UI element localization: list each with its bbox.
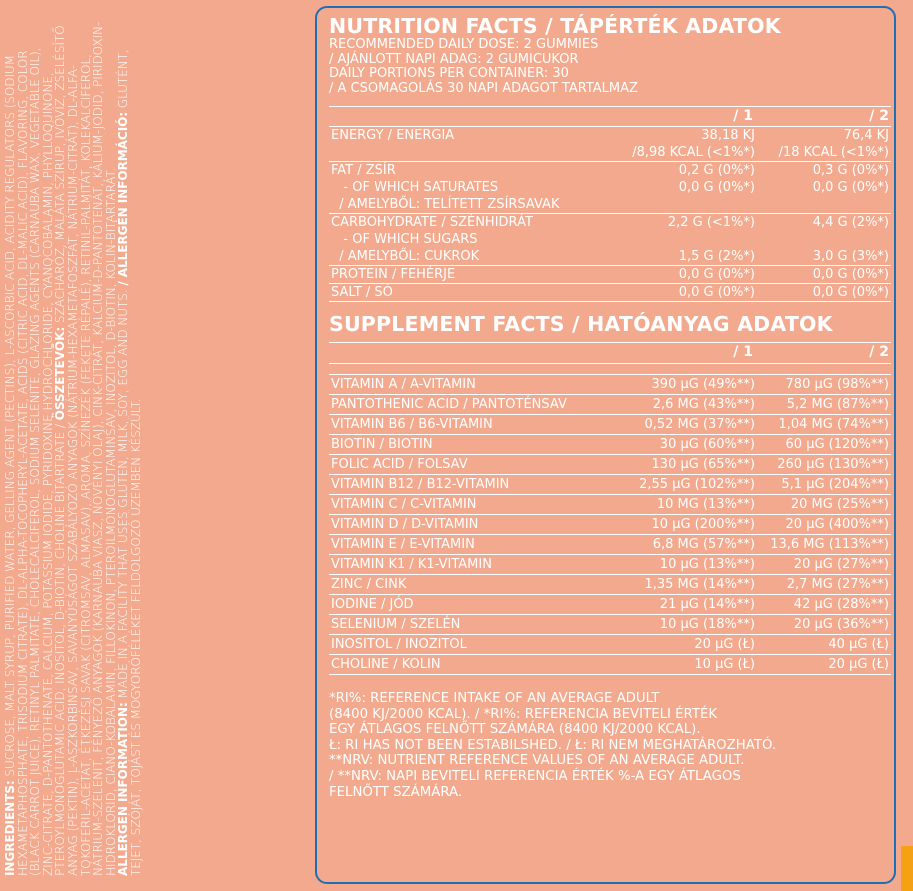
value-2-gummies: 0,0 G (0%*) bbox=[812, 285, 889, 300]
supplement-row bbox=[329, 395, 891, 415]
value-1-gummy: 30 µG (60%**) bbox=[659, 437, 755, 452]
value-2-gummies: 20 µG (Ł) bbox=[828, 657, 889, 672]
value-1-gummy: /8,98 KCAL (<1%*) bbox=[632, 145, 755, 160]
value-1-gummy: 21 µG (14%**) bbox=[659, 597, 755, 612]
value-2-gummies: 260 µG (130%**) bbox=[777, 457, 889, 472]
footnote-line: EGY ÁTLAGOS FELNŐTT SZÁMÁRA (8400 KJ/2000 KCAL). bbox=[329, 722, 701, 738]
supplement-row bbox=[329, 455, 891, 475]
ingredients-label-en: INGREDIENTS: bbox=[3, 780, 17, 876]
nutrition-line bbox=[329, 196, 891, 213]
value-2-gummies: 40 µG (Ł) bbox=[828, 637, 889, 652]
ingredients-column bbox=[0, 0, 308, 891]
supplement-row bbox=[329, 575, 891, 595]
nutrition-row bbox=[329, 266, 891, 284]
value-2-gummies: 42 µG (28%**) bbox=[793, 597, 889, 612]
supplement-label: IODINE / JÓD bbox=[331, 597, 414, 612]
nutrition-row bbox=[329, 162, 891, 214]
supplement-label: VITAMIN E / E-VITAMIN bbox=[331, 537, 475, 552]
ingredients-paragraph bbox=[4, 16, 117, 876]
footnote-line: Ł: RI HAS NOT BEEN ESTABILSHED. / Ł: RI NEM MEGHATÁROZHATÓ. bbox=[329, 737, 777, 753]
value-2-gummies: 20 µG (36%**) bbox=[793, 617, 889, 632]
allergen-label-en: ALLERGEN INFORMATION: bbox=[116, 702, 131, 876]
allergen-label-hu: / ALLERGÉN INFORMÁCIÓ: bbox=[116, 111, 131, 286]
value-2-gummies: 0,0 G (0%*) bbox=[812, 180, 889, 195]
ingredients-en: SUCROSE, MALT SYRUP, PURIFIED WATER, GELLING AGENT (PECTINS), L-ASCORBIC ACID, ACIDITY REGULATORS (SODIUM HEXAMETAPHOSPHATE, TRISODIUM CITRATE), DL-ALPHA-TOCOPHERYL-ACETATE, ACIDS (CITRIC ACID, DL-MALIC ACID), FLAVORING, COLOR (BLACK CARROT JUICE), RETINYL PALMITATE, CHOLECALCIFEROL, SODIUM SELENITE, GLAZING AGENTS (CARNAUBA WAX, VEGETABLE OIL), ZINC-CITRATE, D-PANTOTHENATE, CALCIUM, POTASSIUM IODIDE, PYRIDOXINE HYDROCHLORIDE, CYANOCOBALAMIN, PHYLLOQUINONE, PTEROYLMONOGLUTAMIC ACID, INOSITOL, D-BIOTIN, CHOLINE BITARTRATE / bbox=[3, 47, 68, 876]
nutrition-row bbox=[329, 214, 891, 266]
allergen-en: MADE IN A FACILITY THAT USES GLUTEN, MILK, SOY, EGG AND NUTS. bbox=[116, 289, 131, 699]
nutrition-col-1: / 1 bbox=[733, 108, 753, 124]
value-1-gummy: 10 µG (200%**) bbox=[651, 517, 755, 532]
supplement-label: VITAMIN B6 / B6-VITAMIN bbox=[331, 417, 493, 432]
supplement-label: VITAMIN K1 / K1-VITAMIN bbox=[331, 557, 492, 572]
nutrition-row bbox=[329, 284, 891, 302]
nutrition-sub-4: / A CSOMAGOLÁS 30 NAPI ADAGOT TARTALMAZ bbox=[329, 80, 638, 96]
nutrition-line bbox=[329, 214, 891, 231]
value-1-gummy: 0,0 G (0%*) bbox=[678, 285, 755, 300]
nutrition-line bbox=[329, 266, 891, 283]
nutrition-line bbox=[329, 144, 891, 161]
value-1-gummy: 0,0 G (0%*) bbox=[678, 267, 755, 282]
value-1-gummy: 2,2 G (<1%*) bbox=[667, 215, 755, 230]
ingredients-label-hu: ÖSSZETEVŐK: bbox=[53, 326, 68, 421]
supplement-row bbox=[329, 515, 891, 535]
supplement-col-1: / 1 bbox=[733, 344, 753, 360]
value-2-gummies: 5,2 MG (87%**) bbox=[786, 397, 889, 412]
supplement-row bbox=[329, 555, 891, 575]
value-1-gummy: 0,2 G (0%*) bbox=[678, 163, 755, 178]
nutrition-header-row bbox=[329, 106, 891, 127]
value-1-gummy: 6,8 MG (57%**) bbox=[652, 537, 755, 552]
value-2-gummies: 60 µG (120%**) bbox=[785, 437, 889, 452]
supplement-title: SUPPLEMENT FACTS / HATÓANYAG ADATOK bbox=[329, 312, 833, 336]
nutrition-rows bbox=[329, 127, 891, 302]
supplement-header-row bbox=[329, 342, 891, 364]
value-2-gummies: /18 KCAL (<1%*) bbox=[778, 145, 889, 160]
value-2-gummies: 5,1 µG (204%**) bbox=[781, 477, 889, 492]
value-1-gummy: 0,52 MG (37%**) bbox=[644, 417, 755, 432]
value-1-gummy: 0,0 G (0%*) bbox=[678, 180, 755, 195]
allergen-paragraph bbox=[117, 16, 142, 876]
supplement-label: VITAMIN D / D-VITAMIN bbox=[331, 517, 479, 532]
footnote-line: FELNŐTT SZÁMÁRA. bbox=[329, 784, 463, 800]
nutrition-line bbox=[329, 248, 891, 265]
nutrient-label: - OF WHICH SUGARS bbox=[331, 232, 478, 247]
value-1-gummy: 38,18 KJ bbox=[701, 128, 755, 143]
nutrient-label: - OF WHICH SATURATES bbox=[331, 180, 499, 195]
supplement-row bbox=[329, 495, 891, 515]
supplement-col-2: / 2 bbox=[869, 344, 889, 360]
value-2-gummies: 20 MG (25%**) bbox=[790, 497, 889, 512]
nutrient-label: / AMELYBŐL: TELÍTETT ZSÍRSAVAK bbox=[331, 197, 560, 212]
value-1-gummy: 10 µG (Ł) bbox=[694, 657, 755, 672]
supplement-label: INOSITOL / INOZITOL bbox=[331, 637, 467, 652]
supplement-label: BIOTIN / BIOTIN bbox=[331, 437, 433, 452]
value-2-gummies: 4,4 G (2%*) bbox=[812, 215, 889, 230]
supplement-row bbox=[329, 595, 891, 615]
nutrition-sub-3: DAILY PORTIONS PER CONTAINER: 30 bbox=[329, 66, 569, 81]
nutrient-label: PROTEIN / FEHÉRJE bbox=[331, 267, 456, 282]
value-2-gummies: 20 µG (27%**) bbox=[793, 557, 889, 572]
value-1-gummy: 130 µG (65%**) bbox=[651, 457, 755, 472]
ingredients-text bbox=[4, 16, 143, 876]
nutrition-row bbox=[329, 127, 891, 162]
nutrition-col-2: / 2 bbox=[869, 108, 889, 124]
value-2-gummies: 780 µG (98%**) bbox=[785, 377, 889, 392]
value-2-gummies: 2,7 MG (27%**) bbox=[786, 577, 889, 592]
value-2-gummies: 20 µG (400%**) bbox=[785, 517, 889, 532]
nutrient-label: SALT / SÓ bbox=[331, 285, 393, 300]
nutrition-title: NUTRITION FACTS / TÁPÉRTÉK ADATOK bbox=[329, 14, 781, 38]
nutrient-label: FAT / ZSÍR bbox=[331, 163, 396, 178]
footnote-line: **NRV: NUTRIENT REFERENCE VALUES OF AN AVERAGE ADULT. bbox=[329, 753, 745, 769]
nutrition-line bbox=[329, 127, 891, 144]
nutrition-line bbox=[329, 231, 891, 248]
value-1-gummy: 10 MG (13%**) bbox=[656, 497, 755, 512]
value-2-gummies: 76,4 KJ bbox=[843, 128, 889, 143]
supplement-row bbox=[329, 615, 891, 635]
supplement-label: ZINC / CINK bbox=[331, 577, 407, 592]
nutrient-label: ENERGY / ENERGIA bbox=[331, 128, 455, 143]
supplement-label: CHOLINE / KOLIN bbox=[331, 657, 441, 672]
orange-tab bbox=[901, 846, 913, 891]
supplement-row bbox=[329, 535, 891, 555]
value-1-gummy: 20 µG (Ł) bbox=[694, 637, 755, 652]
allergen-hu: GLUTÉNT, TEJET, SZÓJÁT, TOJÁST ÉS MOGYORÓFÉLÉKET FELDOLGOZÓ ÜZEMBEN KÉSZÜLT. bbox=[116, 49, 143, 876]
facts-panel bbox=[315, 6, 896, 884]
nutrition-sub-1: RECOMMENDED DAILY DOSE: 2 GUMMIES bbox=[329, 37, 599, 52]
nutrition-line bbox=[329, 162, 891, 179]
supplement-row bbox=[329, 655, 891, 675]
supplement-rows bbox=[329, 374, 891, 675]
value-2-gummies: 0,0 G (0%*) bbox=[812, 267, 889, 282]
value-2-gummies: 13,6 MG (113%**) bbox=[770, 537, 889, 552]
value-1-gummy: 10 µG (18%**) bbox=[659, 617, 755, 632]
footnote-line: *RI%: REFERENCE INTAKE OF AN AVERAGE ADULT bbox=[329, 691, 660, 706]
supplement-row bbox=[329, 374, 891, 395]
supplement-label: FOLIC ACID / FOLSAV bbox=[331, 457, 468, 472]
nutrition-sub-2: / AJÁNLOTT NAPI ADAG: 2 GUMICUKOR bbox=[329, 51, 579, 67]
ingredients-hu: SZACHARÓZ, MALÁTA SZIRUP, IVÓVÍZ, ZSELÉSÍTŐ ANYAG (PEKTIN), L-ASZKORBINSAV, SAVANYÚSÁGOT SZABÁLYOZÓ ANYAGOK (NÁTRIUM-HEXAMETAFOSZFÁT, NÁTRIUM-CITRÁT), DL-ALFA-TOKOFERIL-ACETÁT, ÉTKEZÉSI SAVAK (CITROMSAV, ALMASAV), AROMA, SZÍNEZÉK (FEKETE RÉPALÉ), RETINIL-PALMITÁT, KOLEKALCIFEROL, NÁTRIUM-SZELENIT, FÉNYEZŐ ANYAGOK (KARNAUBA VIASZ, NÖVÉNYI OLAJ), CINK-CITRÁT, KALCIUM-D-PANTOTENÁT, KÁLIUM-JODID, PIRIDOXIN-HIDROKLORID, CIANO-KOBALAMIN, FILLOKINON, PTEROILMONOGLUTAMINSAV, INOZITOL, D-BIOTIN, KOLIN-BITARTARÁT. bbox=[53, 21, 118, 876]
supplement-label: VITAMIN B12 / B12-VITAMIN bbox=[331, 477, 510, 492]
facts-inner bbox=[329, 14, 891, 800]
supplement-label: VITAMIN C / C-VITAMIN bbox=[331, 497, 477, 512]
value-1-gummy: 390 µG (49%**) bbox=[651, 377, 755, 392]
supplement-row bbox=[329, 415, 891, 435]
value-2-gummies: 0,3 G (0%*) bbox=[812, 163, 889, 178]
supplement-row bbox=[329, 475, 891, 495]
footnote-line: (8400 KJ/2000 KCAL). / *RI%: REFERENCIA BEVITELI ÉRTÉK bbox=[329, 706, 718, 722]
supplement-label: SELENIUM / SZELÉN bbox=[331, 617, 461, 632]
supplement-row bbox=[329, 635, 891, 655]
value-1-gummy: 2,55 µG (102%**) bbox=[639, 477, 755, 492]
value-2-gummies: 3,0 G (3%*) bbox=[812, 249, 889, 264]
footnote-line: / **NRV: NAPI BEVITELI REFERENCIA ÉRTÉK %-A EGY ÁTLAGOS bbox=[329, 768, 741, 784]
footnotes bbox=[329, 691, 891, 800]
value-1-gummy: 1,5 G (2%*) bbox=[678, 249, 755, 264]
supplement-label: PANTOTHENIC ACID / PANTOTÉNSAV bbox=[331, 397, 567, 412]
value-1-gummy: 2,6 MG (43%**) bbox=[652, 397, 755, 412]
supplement-row bbox=[329, 435, 891, 455]
nutrition-line bbox=[329, 179, 891, 196]
value-2-gummies: 1,04 MG (74%**) bbox=[778, 417, 889, 432]
value-1-gummy: 1,35 MG (14%**) bbox=[644, 577, 755, 592]
supplement-label: VITAMIN A / A-VITAMIN bbox=[331, 377, 476, 392]
nutrition-line bbox=[329, 284, 891, 301]
nutrient-label: / AMELYBŐL: CUKROK bbox=[331, 249, 480, 264]
nutrient-label: CARBOHYDRATE / SZÉNHIDRÁT bbox=[331, 215, 533, 230]
value-1-gummy: 10 µG (13%**) bbox=[659, 557, 755, 572]
